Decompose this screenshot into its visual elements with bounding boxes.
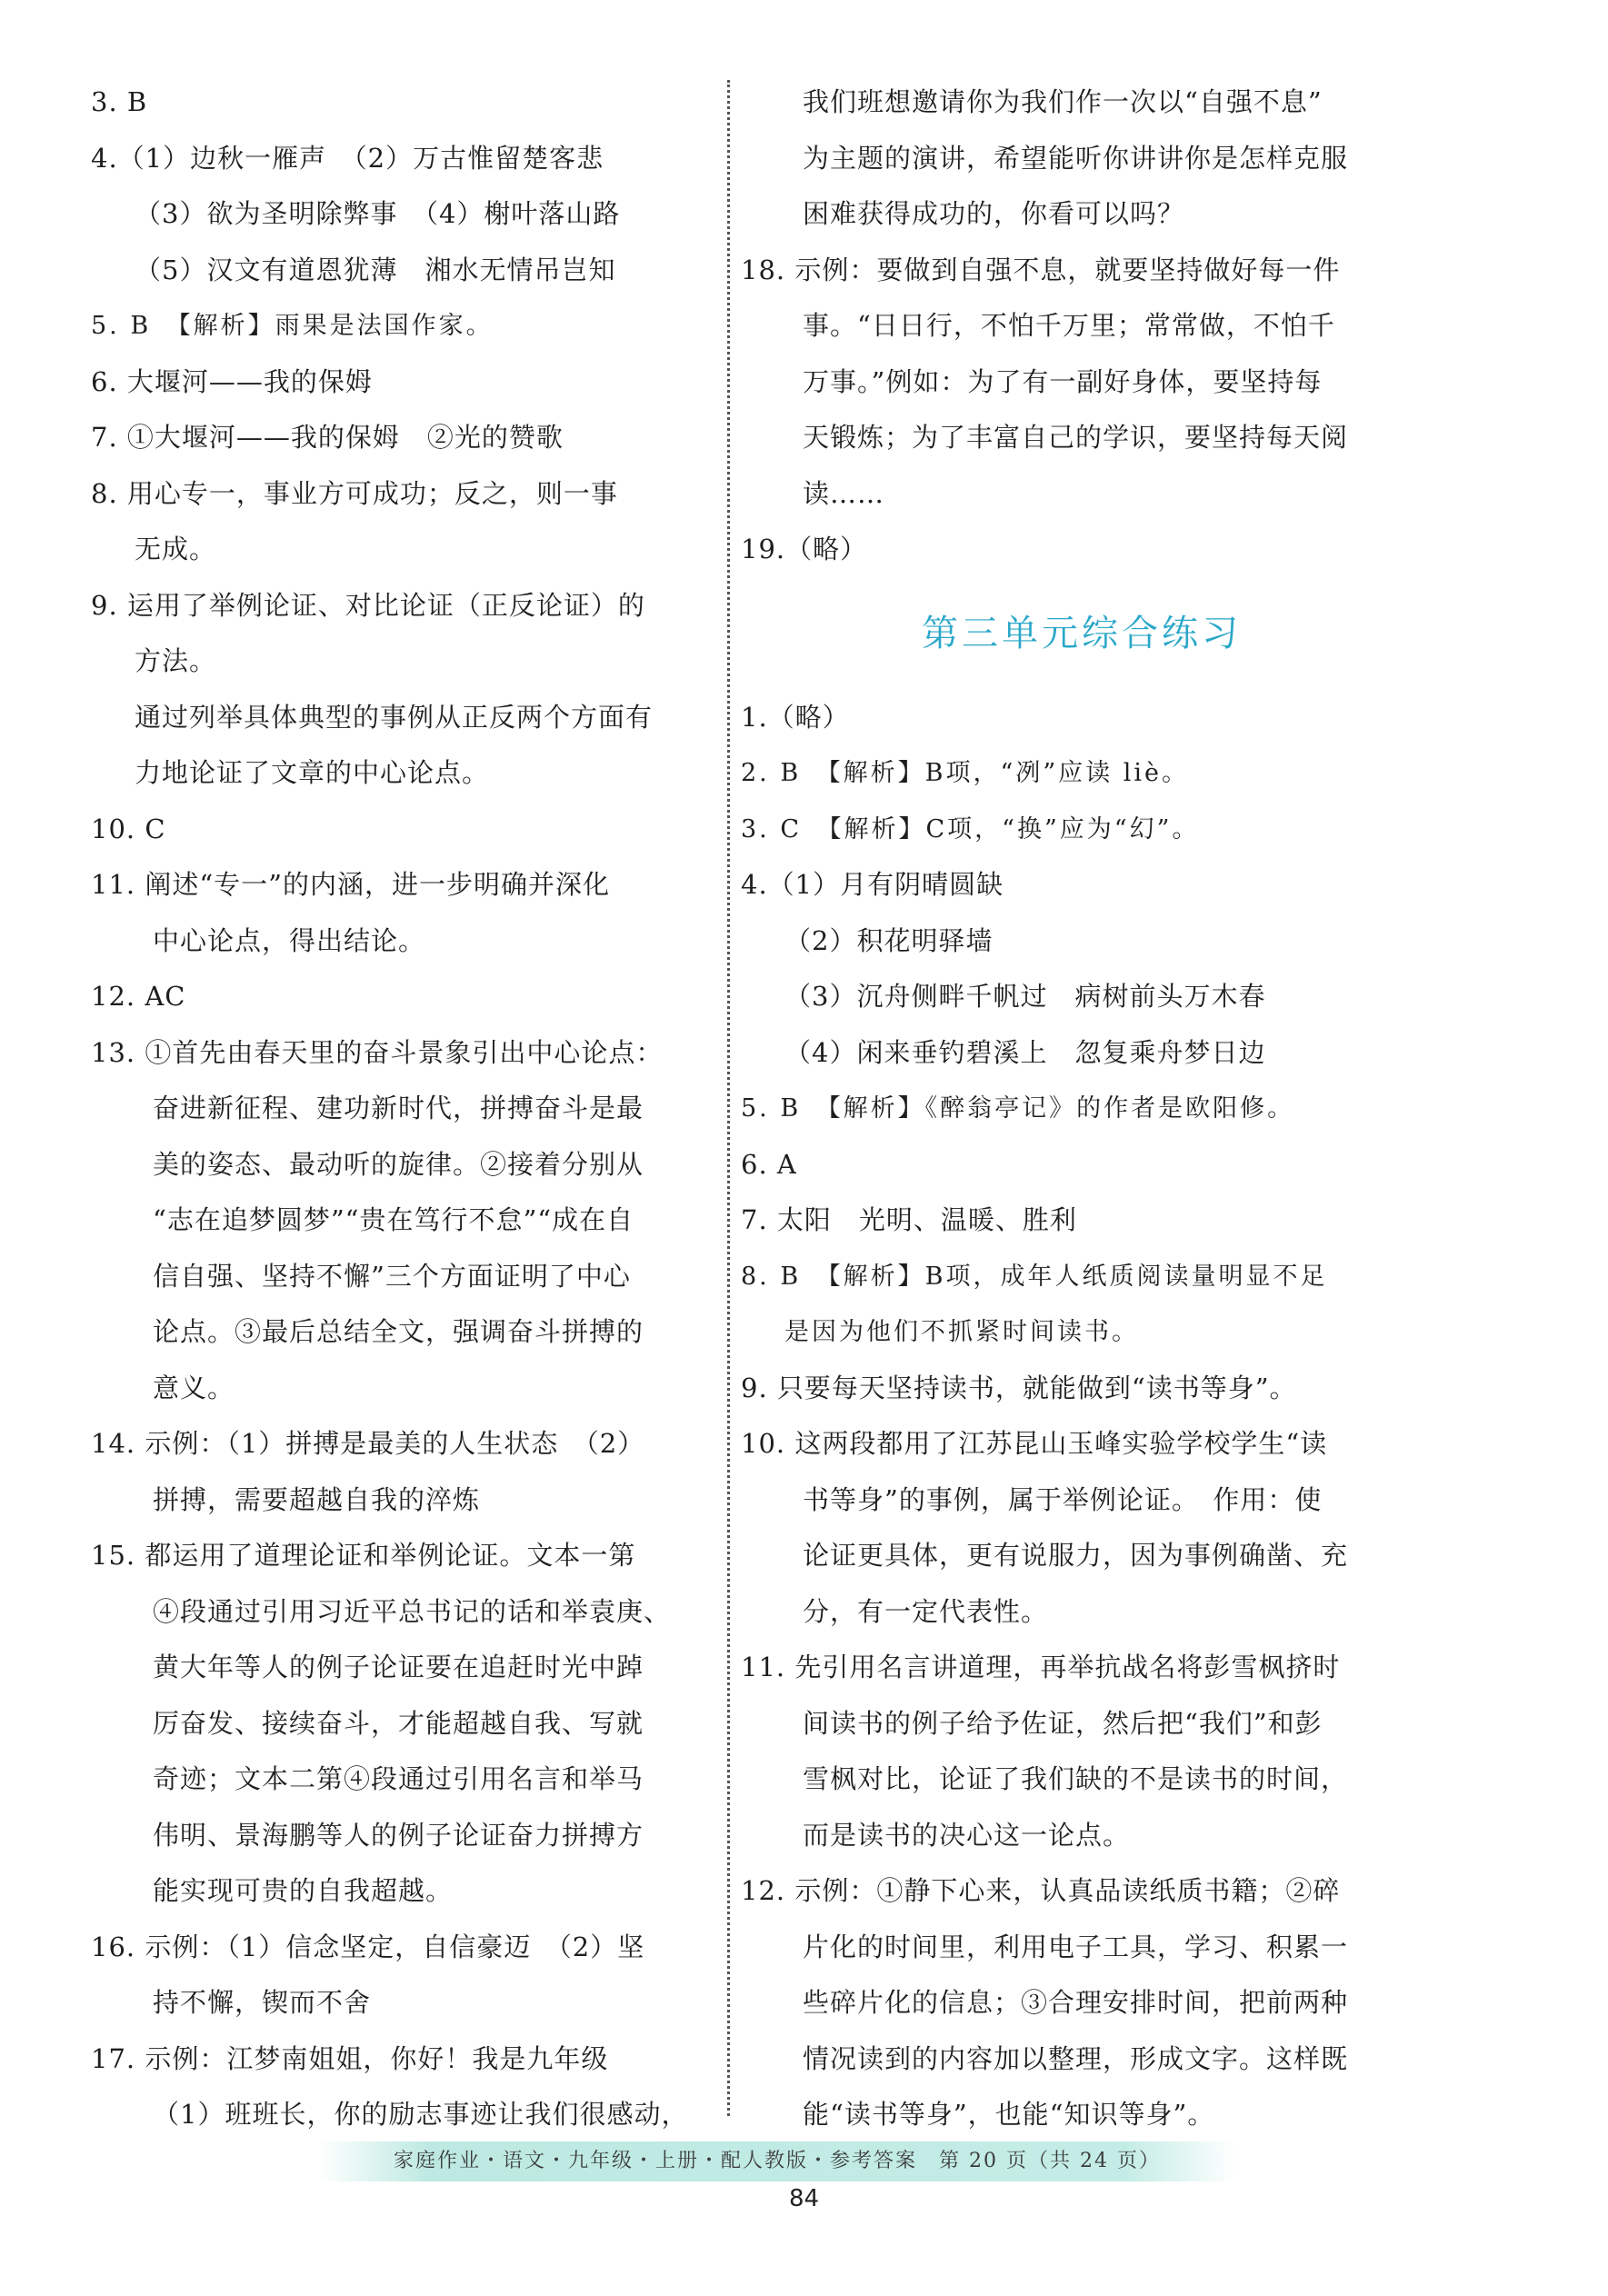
answer-line: 论点。③最后总结全文，强调奋斗拼搏的 — [153, 1316, 644, 1347]
answer-line: 伟明、景海鹏等人的例子论证奋力拼搏方 — [153, 1819, 644, 1851]
answer-line: 1.（略） — [741, 701, 850, 733]
answer-line: 10. 这两段都用了江苏昆山玉峰实验学校学生“读 — [741, 1428, 1328, 1459]
answer-line: 天锻炼；为了丰富自己的学识，要坚持每天阅 — [803, 422, 1349, 453]
answer-line: 些碎片化的信息；③合理安排时间，把前两种 — [803, 1987, 1349, 2018]
answer-line: 分，有一定代表性。 — [803, 1595, 1049, 1627]
answer-line: 12. 示例：①静下心来，认真品读纸质书籍；②碎 — [741, 1875, 1341, 1906]
answer-line: （1）班班长，你的励志事迹让我们很感动， — [153, 2099, 689, 2130]
answer-line: 信自强、坚持不懈”三个方面证明了中心 — [153, 1260, 631, 1292]
answer-line: 18. 示例：要做到自强不息，就要坚持做好每一件 — [741, 254, 1341, 285]
right-answers-top — [741, 75, 1423, 578]
answer-line: （3）欲为圣明除弊事 （4）榭叶落山路 — [135, 198, 621, 229]
answer-line: 片化的时间里，利用电子工具，学习、积累一 — [803, 1931, 1349, 1962]
answer-line: 5. B 【解析】雨果是法国作家。 — [91, 312, 494, 340]
answer-line: 3. C 【解析】C项，“换”应为“幻”。 — [741, 814, 1200, 844]
answer-line: 事。“日日行，不怕千万里；常常做，不怕千 — [803, 310, 1335, 341]
answer-line: 能“读书等身”，也能“知识等身”。 — [803, 2099, 1215, 2130]
answer-line: 是因为他们不抓紧时间读书。 — [784, 1318, 1139, 1346]
answer-line: 15. 都运用了道理论证和举例论证。文本一第 — [91, 1540, 636, 1571]
answer-line: 7. 太阳 光明、温暖、胜利 — [741, 1204, 1077, 1235]
answer-line: 6. 大堰河——我的保姆 — [91, 365, 373, 397]
answer-line: 10. C — [91, 813, 166, 844]
answer-line: “志在追梦圆梦”“贵在笃行不怠”“成在自 — [153, 1204, 634, 1235]
left-column — [91, 75, 718, 2143]
answer-line: 我们班想邀请你为我们作一次以“自强不息” — [803, 86, 1323, 117]
answer-line: 2. B 【解析】B项，“冽”应读 liè。 — [741, 759, 1189, 787]
answer-line: 4.（1）边秋一雁声 （2）万古惟留楚客悲 — [91, 142, 604, 174]
answer-line: 8. 用心专一，事业方可成功；反之，则一事 — [91, 477, 618, 509]
answer-line: 3. B — [91, 86, 148, 117]
answer-line: （4）闲来垂钓碧溪上 忽复乘舟梦日边 — [784, 1036, 1266, 1068]
answer-line: 厉奋发、接续奋斗，才能超越自我、写就 — [153, 1707, 644, 1739]
answer-line: 间读书的例子给予佐证，然后把“我们”和彭 — [803, 1707, 1323, 1739]
answer-line: 论证更具体，更有说服力，因为事例确凿、充 — [803, 1540, 1349, 1571]
answer-line: 情况读到的内容加以整理，形成文字。这样既 — [803, 2042, 1349, 2074]
right-column — [741, 75, 1423, 2143]
answer-line: 书等身”的事例，属于举例论证。 作用：使 — [803, 1483, 1323, 1515]
answer-line: 万事。”例如：为了有一副好身体，要坚持每 — [803, 365, 1323, 397]
answer-line: 读…… — [803, 477, 885, 509]
answer-line: 无成。 — [135, 534, 217, 564]
answer-line: 美的姿态、最动听的旋律。②接着分别从 — [153, 1148, 644, 1180]
answer-line: 而是读书的决心这一论点。 — [803, 1819, 1131, 1851]
answer-line: 11. 阐述“专一”的内涵，进一步明确并深化 — [91, 869, 610, 900]
answer-line: 力地论证了文章的中心论点。 — [135, 757, 490, 788]
answer-line: 奋进新征程、建功新时代，拼搏奋斗是最 — [153, 1093, 644, 1123]
page-number: 84 — [788, 2185, 820, 2212]
answer-line: 雪枫对比，论证了我们缺的不是读书的时间， — [803, 1763, 1349, 1794]
right-answers-bottom — [741, 690, 1423, 2143]
answer-line: 9. 运用了举例论证、对比论证（正反论证）的 — [91, 589, 645, 621]
answer-line: 能实现可贵的自我超越。 — [153, 1875, 454, 1906]
answer-line: 19.（略） — [741, 534, 868, 564]
answer-line: 11. 先引用名言讲道理，再举抗战名将彭雪枫挤时 — [741, 1652, 1341, 1682]
answer-line: （3）沉舟侧畔千帆过 病树前头万木春 — [784, 981, 1266, 1012]
answer-line: 12. AC — [91, 981, 186, 1012]
answer-line: 奇迹；文本二第④段通过引用名言和举马 — [153, 1763, 644, 1794]
answer-line: 困难获得成功的，你看可以吗？ — [803, 198, 1185, 229]
answer-line: 持不懈，锲而不舍 — [153, 1987, 372, 2018]
answer-line: 8. B 【解析】B项，成年人纸质阅读量明显不足 — [741, 1262, 1328, 1291]
column-divider — [727, 80, 730, 2116]
answer-line: 13. ①首先由春天里的奋斗景象引出中心论点： — [91, 1036, 664, 1068]
section-title: 第三单元综合练习 — [922, 612, 1242, 654]
answer-line: 4.（1）月有阴晴圆缺 — [741, 869, 1004, 900]
answer-line: 中心论点，得出结论。 — [153, 924, 426, 956]
answer-line: 为主题的演讲，希望能听你讲讲你是怎样克服 — [803, 142, 1349, 174]
answer-line: ④段通过引用习近平总书记的话和举袁庚、 — [153, 1595, 672, 1627]
answer-line: 6. A — [741, 1148, 797, 1180]
footer-band: 家庭作业・语文・九年级・上册・配人教版・参考答案 第 20 页（共 24 页） — [318, 2141, 1236, 2181]
answer-line: 黄大年等人的例子论证要在追赶时光中踔 — [153, 1652, 644, 1682]
answer-line: 16. 示例：（1）信念坚定，自信豪迈 （2）坚 — [91, 1931, 645, 1962]
answer-line: 5. B 【解析】《醉翁亭记》的作者是欧阳修。 — [741, 1094, 1295, 1123]
answer-line: 14. 示例：（1）拼搏是最美的人生状态 （2） — [91, 1428, 645, 1459]
answer-line: 方法。 — [135, 645, 217, 676]
answer-line: （2）积花明驿墙 — [784, 924, 994, 956]
answer-line: 9. 只要每天坚持读书，就能做到“读书等身”。 — [741, 1372, 1297, 1403]
answer-line: 拼搏，需要超越自我的淬炼 — [153, 1483, 481, 1515]
answer-line: 7. ①大堰河——我的保姆 ②光的赞歌 — [91, 422, 564, 453]
answer-line: 通过列举具体典型的事例从正反两个方面有 — [135, 701, 654, 733]
answer-line: （5）汉文有道恩犹薄 湘水无情吊岂知 — [135, 254, 616, 285]
answer-line: 17. 示例：江梦南姐姐，你好！我是九年级 — [91, 2042, 609, 2074]
answer-line: 意义。 — [153, 1372, 235, 1403]
